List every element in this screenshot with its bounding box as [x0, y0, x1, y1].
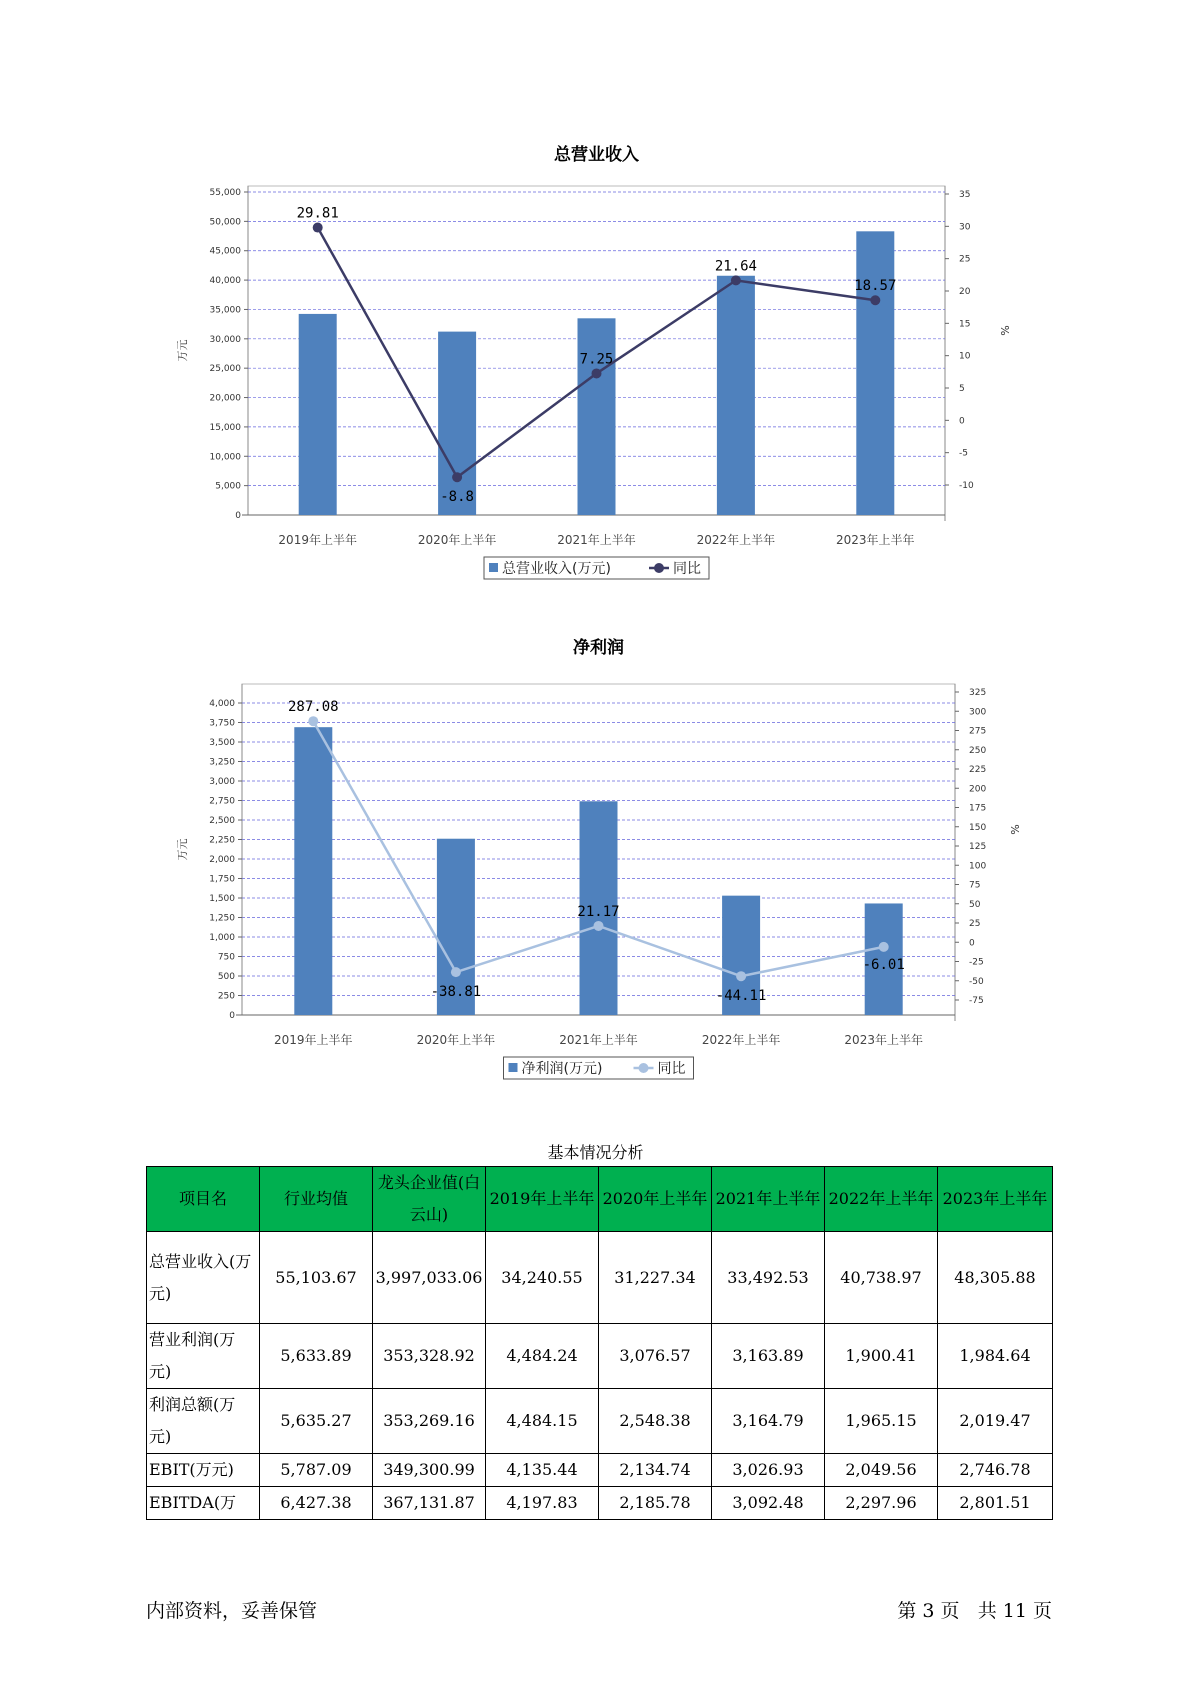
value-cell: 353,269.16	[373, 1389, 486, 1454]
y2-tick-label: 25	[969, 919, 981, 929]
value-cell: 2,297.96	[825, 1487, 938, 1520]
y2-tick-label: 300	[969, 707, 987, 718]
table-header-cell: 2023年上半年	[938, 1167, 1053, 1232]
y-tick-label: 2,750	[209, 796, 235, 807]
value-cell: 33,492.53	[712, 1232, 825, 1324]
yoy-data-label: 21.64	[714, 258, 757, 275]
yoy-point	[313, 223, 323, 233]
row-label-cell: EBIT(万元)	[147, 1454, 260, 1487]
value-cell: 3,164.79	[712, 1389, 825, 1454]
yoy-point	[594, 921, 604, 931]
y-tick-label: 1,250	[209, 913, 235, 924]
row-label-cell: 营业利润(万元)	[147, 1324, 260, 1389]
y-tick-label: 3,500	[209, 738, 235, 748]
y2-tick-label: 10	[959, 351, 971, 362]
yoy-data-label: 18.57	[854, 278, 897, 295]
footer-page-number	[897, 1596, 1052, 1623]
y-tick-label: 15,000	[209, 422, 241, 433]
yoy-point	[879, 942, 889, 952]
yoy-data-label: 7.25	[579, 351, 614, 368]
legend-bar-label: 总营业收入(万元)	[502, 561, 611, 577]
value-cell: 5,635.27	[260, 1389, 373, 1454]
bar	[578, 318, 616, 515]
y2-tick-label: 20	[959, 287, 971, 297]
yoy-data-label: 21.17	[577, 903, 620, 920]
value-cell: 31,227.34	[599, 1232, 712, 1324]
footer-confidential-note: 内部资料，妥善保管	[146, 1600, 318, 1622]
bar	[294, 727, 332, 1015]
y2-tick-label: 5	[959, 384, 965, 394]
y2-tick-label: 30	[959, 222, 971, 233]
value-cell: 3,076.57	[599, 1324, 712, 1389]
y2-tick-label: 275	[969, 726, 987, 737]
row-label-cell: 利润总额(万元)	[147, 1389, 260, 1454]
y2-tick-label: 15	[959, 319, 971, 330]
table-row	[147, 1454, 1053, 1487]
value-cell: 1,984.64	[938, 1324, 1053, 1389]
value-cell: 5,633.89	[260, 1324, 373, 1389]
yoy-point	[870, 295, 880, 305]
table-header-cell: 行业均值	[260, 1167, 373, 1232]
y-tick-label: 3,750	[209, 718, 235, 729]
value-cell: 34,240.55	[486, 1232, 599, 1324]
value-cell: 4,135.44	[486, 1454, 599, 1487]
value-cell: 353,328.92	[373, 1324, 486, 1389]
x-tick-label: 2021年上半年	[559, 1033, 638, 1047]
bar	[854, 231, 897, 515]
table-row	[147, 1389, 1053, 1454]
value-cell: 2,746.78	[938, 1454, 1053, 1487]
yoy-data-label: 287.08	[288, 699, 339, 716]
table-caption: 基本情况分析	[547, 1143, 644, 1162]
value-cell: 4,484.15	[486, 1389, 599, 1454]
y2-tick-label: 250	[969, 745, 987, 756]
y2-tick-label: 200	[969, 784, 987, 795]
y2-axis-label: %	[998, 325, 1011, 336]
bar	[299, 314, 337, 515]
x-tick-label: 2022年上半年	[696, 533, 776, 547]
bar	[717, 276, 755, 515]
table-header-cell: 龙头企业值(白云山)	[373, 1167, 486, 1232]
value-cell: 40,738.97	[825, 1232, 938, 1324]
basic-analysis-table	[146, 1166, 1053, 1520]
yoy-data-label: 29.81	[296, 205, 339, 222]
legend-bar-swatch	[489, 563, 498, 572]
value-cell: 3,092.48	[712, 1487, 825, 1520]
y-tick-label: 55,000	[209, 188, 241, 198]
chart-title: 总营业收入	[554, 145, 639, 165]
x-tick-label: 2020年上半年	[417, 533, 497, 547]
y-tick-label: 5,000	[215, 481, 241, 492]
chart-title: 净利润	[573, 638, 624, 658]
value-cell: 6,427.38	[260, 1487, 373, 1520]
yoy-point	[731, 275, 741, 285]
table-header-cell: 2020年上半年	[599, 1167, 712, 1232]
page-unit-2: 页	[1032, 1600, 1052, 1622]
legend-line-label: 同比	[673, 561, 701, 577]
table-header-row	[147, 1167, 1053, 1232]
y2-tick-label: 35	[959, 190, 971, 200]
value-cell: 2,185.78	[599, 1487, 712, 1520]
table-header-cell: 2022年上半年	[825, 1167, 938, 1232]
value-cell: 4,484.24	[486, 1324, 599, 1389]
y-tick-label: 3,250	[209, 757, 235, 768]
y-tick-label: 3,000	[209, 777, 235, 787]
page-current: 3	[922, 1600, 935, 1622]
table-row	[147, 1324, 1053, 1389]
y2-tick-label: -75	[969, 996, 984, 1006]
value-cell: 1,965.15	[825, 1389, 938, 1454]
y2-tick-label: 50	[969, 899, 981, 910]
table-row	[147, 1232, 1053, 1324]
yoy-data-label: -38.81	[430, 984, 482, 1001]
x-tick-label: 2023年上半年	[844, 1033, 923, 1047]
y-axis-label: 万元	[176, 838, 189, 861]
y2-tick-label: 25	[959, 254, 971, 265]
y2-tick-label: 125	[969, 842, 987, 852]
legend-bar-label: 净利润(万元)	[521, 1061, 603, 1077]
x-tick-label: 2020年上半年	[416, 1033, 496, 1047]
value-cell: 2,134.74	[599, 1454, 712, 1487]
table-header-cell: 2019年上半年	[486, 1167, 599, 1232]
table-header-cell: 项目名	[147, 1167, 260, 1232]
y-tick-label: 35,000	[209, 305, 241, 316]
value-cell: 3,026.93	[712, 1454, 825, 1487]
y-tick-label: 2,000	[209, 855, 235, 865]
x-tick-label: 2019年上半年	[278, 533, 357, 547]
y-tick-label: 20,000	[209, 393, 241, 404]
yoy-data-label: -6.01	[862, 956, 905, 973]
page-total: 11	[1002, 1600, 1027, 1622]
y-tick-label: 2,250	[209, 835, 235, 846]
y-tick-label: 1,500	[209, 894, 235, 904]
yoy-point	[592, 368, 602, 378]
y-tick-label: 0	[235, 511, 241, 521]
y2-tick-label: 0	[959, 416, 965, 427]
y2-tick-label: 0	[969, 938, 975, 949]
y-tick-label: 45,000	[209, 246, 241, 257]
y2-axis-label: %	[1008, 824, 1021, 835]
yoy-data-label: -8.8	[440, 489, 474, 506]
value-cell: 349,300.99	[373, 1454, 486, 1487]
y2-tick-label: -5	[959, 448, 968, 459]
y-tick-label: 4,000	[209, 699, 235, 709]
value-cell: 4,197.83	[486, 1487, 599, 1520]
y-tick-label: 750	[217, 952, 235, 963]
table-row	[147, 1487, 1053, 1520]
value-cell: 367,131.87	[373, 1487, 486, 1520]
legend-line-label: 同比	[657, 1061, 686, 1077]
value-cell: 5,787.09	[260, 1454, 373, 1487]
y2-tick-label: -50	[969, 976, 984, 987]
y-tick-label: 30,000	[209, 334, 241, 345]
table-header-cell: 2021年上半年	[712, 1167, 825, 1232]
y2-tick-label: 150	[969, 822, 987, 833]
y-tick-label: 1,750	[209, 874, 235, 885]
y2-tick-label: -10	[959, 481, 974, 491]
y2-tick-label: 325	[969, 688, 987, 698]
y-tick-label: 10,000	[209, 452, 241, 463]
row-label-cell: EBITDA(万	[147, 1487, 260, 1520]
row-label-cell: 总营业收入(万元)	[147, 1232, 260, 1324]
total-word: 共	[977, 1600, 997, 1622]
yoy-point	[452, 472, 462, 482]
legend-line-marker	[639, 1063, 649, 1073]
y-tick-label: 1,000	[209, 933, 235, 943]
yoy-point	[736, 971, 746, 981]
net-profit-chart	[0, 630, 1191, 1100]
yoy-point	[451, 967, 461, 977]
y-tick-label: 500	[217, 972, 235, 982]
value-cell: 2,049.56	[825, 1454, 938, 1487]
y-tick-label: 0	[229, 1011, 235, 1021]
y-tick-label: 2,500	[209, 816, 235, 826]
y2-tick-label: 225	[969, 765, 987, 775]
y-tick-label: 50,000	[209, 217, 241, 228]
x-tick-label: 2023年上半年	[836, 533, 915, 547]
value-cell: 2,801.51	[938, 1487, 1053, 1520]
revenue-chart	[0, 130, 1191, 600]
value-cell: 48,305.88	[938, 1232, 1053, 1324]
y2-tick-label: 75	[969, 880, 981, 891]
x-tick-label: 2019年上半年	[274, 1033, 353, 1047]
y-tick-label: 40,000	[209, 276, 241, 287]
yoy-data-label: -44.11	[715, 988, 767, 1005]
value-cell: 2,548.38	[599, 1389, 712, 1454]
y2-tick-label: 175	[969, 803, 987, 814]
y2-tick-label: -25	[969, 957, 984, 968]
value-cell: 2,019.47	[938, 1389, 1053, 1454]
yoy-point	[308, 716, 318, 726]
y-tick-label: 250	[217, 991, 235, 1002]
page-word: 第	[897, 1600, 917, 1622]
y2-tick-label: 100	[969, 861, 987, 872]
value-cell: 3,997,033.06	[373, 1232, 486, 1324]
legend-bar-swatch	[509, 1063, 518, 1072]
y-tick-label: 25,000	[209, 364, 241, 375]
x-tick-label: 2022年上半年	[701, 1033, 781, 1047]
x-tick-label: 2021年上半年	[557, 533, 636, 547]
legend-line-marker	[654, 563, 664, 573]
y-axis-label: 万元	[176, 339, 189, 362]
value-cell: 1,900.41	[825, 1324, 938, 1389]
bar	[438, 332, 476, 515]
page-unit: 页	[940, 1600, 960, 1622]
value-cell: 55,103.67	[260, 1232, 373, 1324]
value-cell: 3,163.89	[712, 1324, 825, 1389]
